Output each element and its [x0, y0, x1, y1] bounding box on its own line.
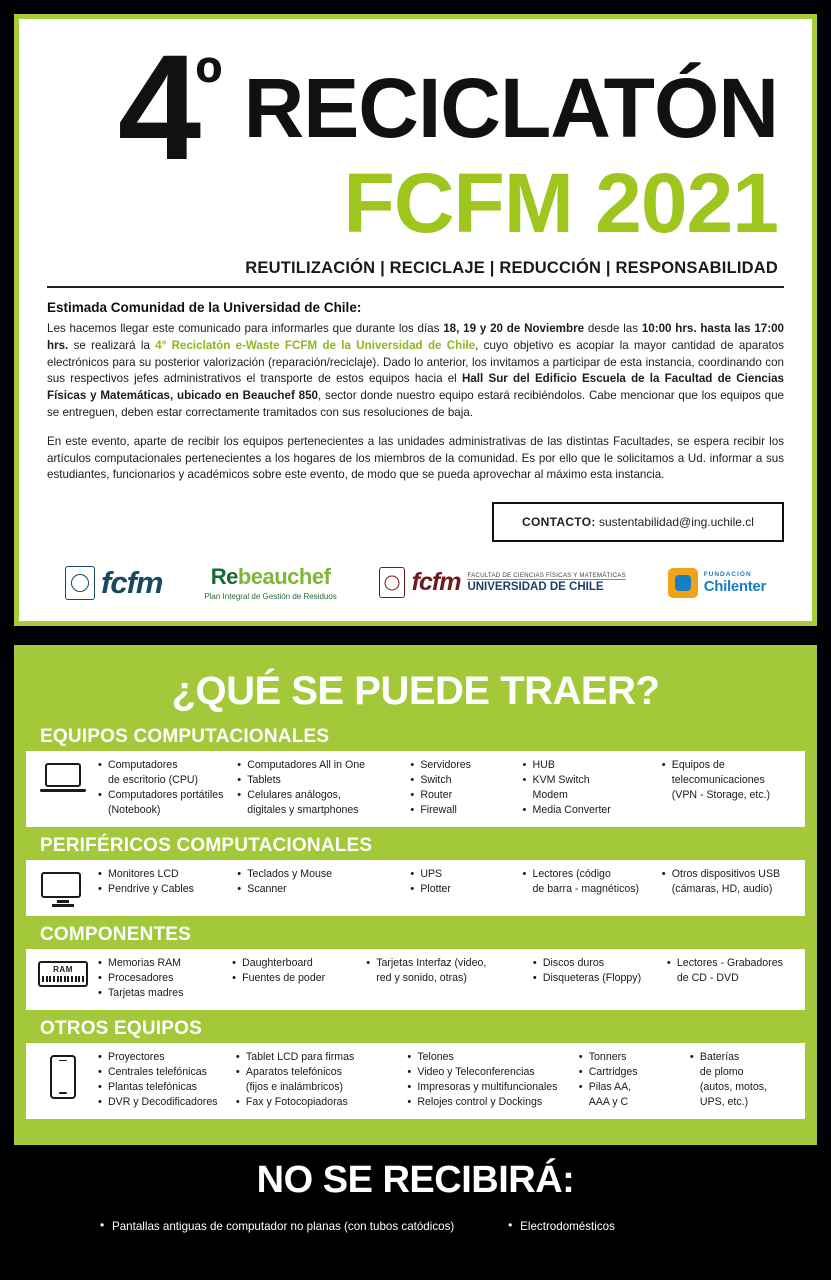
reciclaton-word: RECICLATÓN [243, 61, 778, 155]
list-item: • Disqueteras (Floppy) [533, 972, 663, 986]
category-body-other [26, 1043, 805, 1119]
column [237, 868, 406, 898]
list-item: AAA y C [588, 1095, 629, 1108]
uchile-text-block [467, 572, 625, 593]
p1-event-name: 4° Reciclatón e-Waste FCFM de la Universidad de Chile [155, 338, 476, 352]
list-item: • Lectores - Grabadores [667, 957, 797, 971]
list-item: (Notebook) [108, 803, 161, 816]
chilenter-mark-icon [668, 568, 698, 598]
accepted-items-title: ¿QUÉ SE PUEDE TRAER? [171, 669, 660, 713]
list-item: (cámaras, HD, audio) [671, 882, 773, 895]
category-columns [98, 957, 797, 1002]
column [366, 957, 529, 1002]
list-item: • Daughterboard [232, 957, 362, 971]
list-item: de barra - magnéticos) [532, 882, 640, 895]
rebeauchef-wordmark [204, 564, 337, 590]
column [667, 957, 797, 1002]
rebeauchef-tagline: Plan Integral de Gestión de Residuos [204, 592, 337, 602]
category-columns [98, 868, 797, 898]
list-item: • Switch [410, 774, 518, 788]
chilenter-foundation-line: FUNDACIÓN [703, 570, 752, 578]
list-item: • Servidores [410, 759, 518, 773]
rejected-item: • Pantallas antiguas de computador no planas (con tubos catódicos) [100, 1220, 468, 1233]
list-item: • Pilas AA, [579, 1081, 686, 1095]
list-item: • Centrales telefónicas [98, 1066, 232, 1080]
category-heading-other: OTROS EQUIPOS [40, 1017, 203, 1039]
list-item: • Aparatos telefónicos [236, 1066, 403, 1080]
number-four: 4 [117, 23, 196, 191]
list-item: • Scanner [237, 883, 406, 897]
letter-paragraph-1 [47, 321, 784, 422]
logo-chilenter [668, 568, 766, 598]
list-item: • Fuentes de poder [232, 972, 362, 986]
list-item: • Discos duros [533, 957, 663, 971]
column [237, 759, 406, 819]
category-body-computers [26, 751, 805, 827]
list-item: • Equipos de [662, 759, 797, 773]
uchile-university-line: UNIVERSIDAD DE CHILE [467, 579, 625, 593]
logo-uchile [379, 567, 626, 598]
accepted-items-panel [14, 645, 817, 1145]
list-item: • Computadores [98, 759, 233, 773]
poster-title-line-2: FCFM 2021 [343, 156, 778, 250]
laptop-icon [32, 759, 94, 793]
list-item: • Pendrive y Cables [98, 883, 233, 897]
list-item: • KVM Switch [523, 774, 658, 788]
list-item: de plomo [699, 1065, 744, 1078]
phone-icon [32, 1051, 94, 1099]
category-heading-peripherals: PERIFÉRICOS COMPUTACIONALES [40, 834, 373, 856]
chilenter-name: Chilenter [703, 577, 766, 595]
p1-text-d: , cuyo objetivo es acopiar la mayor cantidad de aparatos electrónicos para su posterior valorización (reparación/reciclaje). Dado lo anterior, los invitamos a participar de esta instancia, coordinando con sus respectivos jefes administrativos el transporte de estos equipos hacia el [47, 338, 784, 386]
list-item: UPS, etc.) [699, 1095, 749, 1108]
column [523, 868, 658, 898]
rebeauchef-re: Re [210, 564, 238, 590]
p1-text-b: desde las [584, 322, 642, 335]
category-body-peripherals [26, 860, 805, 916]
p1-text-a: Les hacemos llegar este comunicado para informarles que durante los días [47, 322, 444, 335]
poster-subtitle: REUTILIZACIÓN | RECICLAJE | REDUCCIÓN | RESPONSABILIDAD [245, 259, 778, 277]
list-item: • Teclados y Mouse [237, 868, 406, 882]
rebeauchef-beauchef: beauchef [237, 564, 331, 590]
list-item: de CD - DVD [676, 971, 739, 984]
letter-greeting: Estimada Comunidad de la Universidad de Chile: [47, 300, 362, 315]
chilenter-text-block [704, 571, 766, 595]
column [410, 759, 518, 819]
p1-dates: 18, 19 y 20 de Noviembre [443, 322, 585, 335]
ram-icon: RAM [32, 957, 94, 987]
list-item: • Impresoras y multifuncionales [407, 1081, 574, 1095]
list-item: (autos, motos, [699, 1080, 767, 1093]
list-item: • Computadores portátiles [98, 789, 233, 803]
list-item: • Proyectores [98, 1051, 232, 1065]
list-item: • Tablet LCD para firmas [236, 1051, 403, 1065]
rejected-items-list [0, 1220, 831, 1233]
list-item: • Video y Teleconferencias [407, 1066, 574, 1080]
p1-text-e: , sector donde nuestro equipo estará recibiéndolos. Cabe mencionar que los equipos que se entreguen, deben estar correctamente tramitados con sus resoluciones de baja. [47, 389, 784, 419]
column [98, 759, 233, 819]
list-item: • Plotter [410, 883, 518, 897]
column [98, 1051, 232, 1111]
p1-location: Hall Sur del Edificio Escuela de la Facultad de Ciencias Físicas y Matemáticas, ubicado en Beauchef 850 [47, 372, 784, 403]
poster-title-line-1 [47, 23, 778, 191]
category-body-components [26, 949, 805, 1010]
column [236, 1051, 403, 1111]
category-heading-computers: EQUIPOS COMPUTACIONALES [40, 726, 330, 747]
fcfm-wordmark: fcfm [101, 564, 163, 600]
column [410, 868, 518, 898]
list-item: • Procesadores [98, 972, 228, 986]
list-item: • Monitores LCD [98, 868, 233, 882]
list-item: • Telones [407, 1051, 574, 1065]
university-seal-icon [65, 566, 95, 600]
uchile-seal-icon [379, 567, 405, 598]
list-item: Modem [532, 788, 568, 801]
list-item: red y sonido, otras) [376, 971, 467, 984]
list-item: • DVR y Decodificadores [98, 1096, 232, 1110]
column [98, 957, 228, 1002]
column [662, 868, 797, 898]
list-item: • UPS [410, 868, 518, 882]
list-item: • Otros dispositivos USB [662, 868, 797, 882]
list-item: • HUB [523, 759, 658, 773]
list-item: • Relojes control y Dockings [407, 1096, 574, 1110]
column [533, 957, 663, 1002]
category-columns [98, 759, 797, 819]
list-item: (fijos e inalámbricos) [245, 1080, 344, 1093]
list-item: telecomunicaciones [671, 773, 765, 786]
list-item: • Computadores All in One [237, 759, 406, 773]
category-columns [98, 1051, 797, 1111]
list-item: • Tarjetas madres [98, 987, 228, 1001]
list-item: • Tonners [579, 1051, 686, 1065]
category-heading-components: COMPONENTES [40, 923, 192, 945]
letter-paragraph-2: En este evento, aparte de recibir los equipos pertenecientes a las unidades administrativas de las distintas Facultades, se espera recibir los artículos computacionales pertenecientes a los hogares de los miembros de la comunidad. Es por ello que le solicitamos a Ud. informar a sus estudiantes, funcionarios y académicos sobre este evento, de modo que se pueda aprovechar al máximo esta instancia. [47, 434, 784, 482]
monitor-icon [32, 868, 94, 906]
column [523, 759, 658, 819]
rejected-items-panel [0, 1145, 831, 1280]
column [662, 759, 797, 819]
column [690, 1051, 797, 1111]
divider [47, 286, 784, 288]
list-item: • Baterías [690, 1051, 797, 1065]
column [407, 1051, 574, 1111]
column [232, 957, 362, 1002]
list-item: • Tarjetas Interfaz (video, [366, 957, 529, 971]
contact-label: CONTACTO: [522, 515, 596, 530]
list-item: de escritorio (CPU) [108, 773, 199, 786]
announcement-panel [14, 14, 817, 626]
logo-rebeauchef [204, 564, 337, 601]
list-item: • Cartridges [579, 1066, 686, 1080]
list-item: • Fax y Fotocopiadoras [236, 1096, 403, 1110]
uchile-fcfm-wordmark: fcfm [411, 568, 461, 597]
list-item: (VPN - Storage, etc.) [671, 788, 771, 801]
title-block [47, 23, 784, 278]
list-item: • Media Converter [523, 804, 658, 818]
logo-row [47, 564, 784, 601]
column [579, 1051, 686, 1111]
degree-symbol: º [195, 42, 222, 125]
list-item: • Tablets [237, 774, 406, 788]
list-item: • Celulares análogos, [237, 789, 406, 803]
p1-hours: 10:00 hrs. hasta las 17:00 hrs. [47, 322, 785, 352]
rejected-item: • Electrodomésticos [508, 1220, 741, 1233]
contact-box [492, 502, 784, 542]
p1-text-c: se realizará la [68, 338, 156, 352]
column [98, 868, 233, 898]
list-item: • Firewall [410, 804, 518, 818]
uchile-faculty-line: FACULTAD DE CIENCIAS FÍSICAS Y MATEMÁTICAS [467, 572, 626, 580]
list-item: • Router [410, 789, 518, 803]
logo-fcfm-green [65, 565, 162, 601]
list-item: • Memorias RAM [98, 957, 228, 971]
contact-email[interactable]: sustentabilidad@ing.uchile.cl [598, 515, 754, 530]
list-item: • Lectores (código [523, 868, 658, 882]
list-item: digitales y smartphones [247, 803, 359, 816]
list-item: • Plantas telefónicas [98, 1081, 232, 1095]
rejected-items-title: NO SE RECIBIRÁ: [256, 1159, 575, 1201]
